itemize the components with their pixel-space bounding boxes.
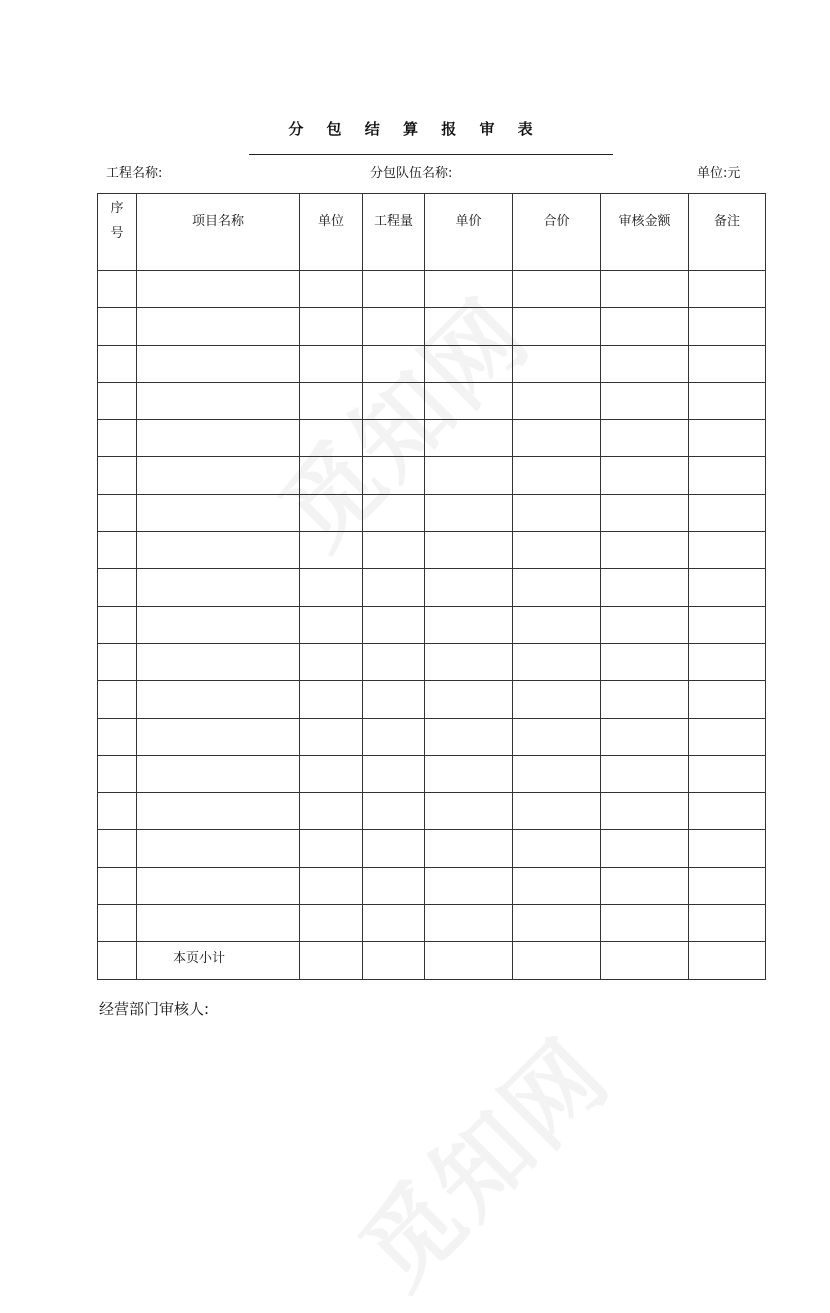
table-cell[interactable] [601,382,689,419]
table-cell[interactable] [363,905,425,942]
table-cell[interactable] [601,271,689,308]
table-cell[interactable] [601,569,689,606]
table-cell[interactable] [601,457,689,494]
table-row [98,308,766,345]
header-seq [98,194,137,271]
table-row [98,830,766,867]
table-cell[interactable] [513,271,601,308]
header-total-price: 合价 [513,194,601,271]
table-row [98,420,766,457]
table-cell[interactable] [513,942,601,979]
project-name-label: 工程名称: [106,166,163,181]
table-cell[interactable] [601,942,689,979]
table-cell[interactable] [425,681,513,718]
table-cell[interactable] [363,793,425,830]
table-cell[interactable] [137,345,300,382]
table-cell[interactable] [601,905,689,942]
table-cell[interactable] [300,681,363,718]
table-cell[interactable] [689,681,766,718]
table-cell[interactable] [98,718,137,755]
table-cell[interactable] [300,606,363,643]
table-cell[interactable] [300,755,363,792]
header-item-name: 项目名称 [137,194,300,271]
table-row [98,867,766,904]
table-cell[interactable] [689,718,766,755]
table-cell[interactable] [98,942,137,979]
table-cell[interactable] [513,420,601,457]
team-name-label: 分包队伍名称: [370,166,453,181]
table-cell[interactable] [513,867,601,904]
table-cell[interactable] [137,420,300,457]
table-cell[interactable] [300,271,363,308]
table-cell[interactable] [300,643,363,680]
table-cell[interactable] [601,830,689,867]
table-cell[interactable] [513,457,601,494]
table-cell[interactable] [601,308,689,345]
table-cell[interactable] [425,271,513,308]
table-cell[interactable] [137,457,300,494]
table-cell[interactable] [98,830,137,867]
table-cell[interactable] [363,345,425,382]
table-cell[interactable] [425,457,513,494]
table-cell[interactable] [363,420,425,457]
reviewer-label: 经营部门审核人: [99,1000,210,1018]
table-body [98,271,766,980]
table-cell[interactable] [363,830,425,867]
subtotal-cell [137,942,300,979]
table-cell[interactable] [300,382,363,419]
table-cell[interactable] [137,755,300,792]
table-cell[interactable] [689,345,766,382]
table-cell[interactable] [98,532,137,569]
table-cell[interactable] [425,532,513,569]
table-cell[interactable] [98,867,137,904]
table-cell[interactable] [137,308,300,345]
table-cell[interactable] [601,494,689,531]
table-cell[interactable] [689,942,766,979]
table-cell[interactable] [601,793,689,830]
table-cell[interactable] [425,606,513,643]
table-cell[interactable] [98,793,137,830]
table-cell[interactable] [300,905,363,942]
watermark [325,1004,634,1313]
table-row [98,345,766,382]
table-cell[interactable] [425,382,513,419]
table-cell[interactable] [689,905,766,942]
table-cell[interactable] [425,420,513,457]
table-cell[interactable] [98,345,137,382]
table-cell[interactable] [513,308,601,345]
table-cell[interactable] [513,681,601,718]
table-row [98,382,766,419]
header-seq-line2: 号 [110,226,124,241]
table-cell[interactable] [98,606,137,643]
table-cell[interactable] [137,382,300,419]
table-cell[interactable] [513,718,601,755]
unit-label: 单位:元 [697,166,741,181]
table-cell[interactable] [513,905,601,942]
table-cell[interactable] [363,718,425,755]
table-row [98,494,766,531]
table-cell[interactable] [137,905,300,942]
table-cell[interactable] [513,569,601,606]
table-row [98,755,766,792]
table-cell[interactable] [363,755,425,792]
table-cell[interactable] [425,905,513,942]
header-unit: 单位 [300,194,363,271]
table-cell[interactable] [601,532,689,569]
table-cell[interactable] [98,905,137,942]
table-cell[interactable] [689,606,766,643]
subtotal-row [98,942,766,979]
table-cell[interactable] [300,569,363,606]
table-header-row [98,194,766,271]
table-cell[interactable] [137,532,300,569]
table-cell[interactable] [513,606,601,643]
table-row [98,532,766,569]
table-cell[interactable] [689,308,766,345]
table-row [98,457,766,494]
table-cell[interactable] [513,382,601,419]
table-row [98,606,766,643]
table-cell[interactable] [601,345,689,382]
subtotal-label: 本页小计 [173,951,226,967]
table-cell[interactable] [425,718,513,755]
table-cell[interactable] [513,532,601,569]
table-cell[interactable] [137,718,300,755]
table-cell[interactable] [137,793,300,830]
table-cell[interactable] [137,643,300,680]
page-title: 分 包 结 算 报 审 表 [288,120,542,138]
table-cell[interactable] [137,271,300,308]
table-row [98,569,766,606]
table-row [98,905,766,942]
table-cell[interactable] [300,830,363,867]
table-cell[interactable] [98,681,137,718]
table-row [98,643,766,680]
table-cell[interactable] [689,271,766,308]
title-underline [249,154,613,155]
table-cell[interactable] [363,457,425,494]
table-cell[interactable] [363,271,425,308]
table-cell[interactable] [689,494,766,531]
table-cell[interactable] [363,569,425,606]
table-row [98,271,766,308]
table-cell[interactable] [425,345,513,382]
table-cell[interactable] [363,942,425,979]
table-cell[interactable] [689,755,766,792]
table-cell[interactable] [425,793,513,830]
table-cell[interactable] [300,494,363,531]
table-cell[interactable] [300,308,363,345]
table-cell[interactable] [363,606,425,643]
table-cell[interactable] [363,532,425,569]
table-cell[interactable] [363,308,425,345]
table-cell[interactable] [98,382,137,419]
table-cell[interactable] [425,308,513,345]
table-cell[interactable] [300,457,363,494]
table-cell[interactable] [689,867,766,904]
table-cell[interactable] [137,606,300,643]
table-cell[interactable] [513,830,601,867]
table-cell[interactable] [137,867,300,904]
table-cell[interactable] [363,867,425,904]
table-cell[interactable] [363,382,425,419]
table-cell[interactable] [137,569,300,606]
table-row [98,681,766,718]
header-unit-price: 单价 [425,194,513,271]
table-cell[interactable] [300,345,363,382]
table-cell[interactable] [601,606,689,643]
table-cell[interactable] [689,793,766,830]
header-seq-line1: 序 [110,201,124,216]
table-cell[interactable] [601,718,689,755]
table-cell[interactable] [425,942,513,979]
table-cell[interactable] [601,681,689,718]
table-cell[interactable] [601,755,689,792]
table-cell[interactable] [689,420,766,457]
table-cell[interactable] [425,494,513,531]
table-cell[interactable] [601,643,689,680]
table-cell[interactable] [601,867,689,904]
settlement-table [97,193,766,980]
table-cell[interactable] [425,830,513,867]
table-cell[interactable] [689,569,766,606]
table-cell[interactable] [137,494,300,531]
table-cell[interactable] [513,345,601,382]
table-cell[interactable] [300,420,363,457]
table-cell[interactable] [513,494,601,531]
table-cell[interactable] [689,457,766,494]
table-cell[interactable] [363,494,425,531]
table-cell[interactable] [363,643,425,680]
table-cell[interactable] [689,382,766,419]
table-cell[interactable] [513,643,601,680]
table-cell[interactable] [98,420,137,457]
table-cell[interactable] [98,755,137,792]
table-cell[interactable] [363,681,425,718]
table-cell[interactable] [137,830,300,867]
table-cell[interactable] [300,793,363,830]
table-cell[interactable] [425,867,513,904]
table-cell[interactable] [689,830,766,867]
table-cell[interactable] [98,569,137,606]
table-cell[interactable] [689,643,766,680]
table-cell[interactable] [137,681,300,718]
header-remarks: 备注 [689,194,766,271]
table-cell[interactable] [98,457,137,494]
table-cell[interactable] [98,643,137,680]
table-cell[interactable] [300,718,363,755]
table-row [98,718,766,755]
table-cell[interactable] [513,793,601,830]
header-quantity: 工程量 [363,194,425,271]
table-cell[interactable] [98,308,137,345]
header-audited-amount: 审核金额 [601,194,689,271]
table-row [98,793,766,830]
table-cell[interactable] [425,755,513,792]
table-cell[interactable] [300,867,363,904]
table-cell[interactable] [513,755,601,792]
table-cell[interactable] [98,271,137,308]
table-cell[interactable] [425,643,513,680]
table-cell[interactable] [300,532,363,569]
table-cell[interactable] [425,569,513,606]
table-cell[interactable] [98,494,137,531]
table-cell[interactable] [300,942,363,979]
table-cell[interactable] [689,532,766,569]
table-cell[interactable] [601,420,689,457]
